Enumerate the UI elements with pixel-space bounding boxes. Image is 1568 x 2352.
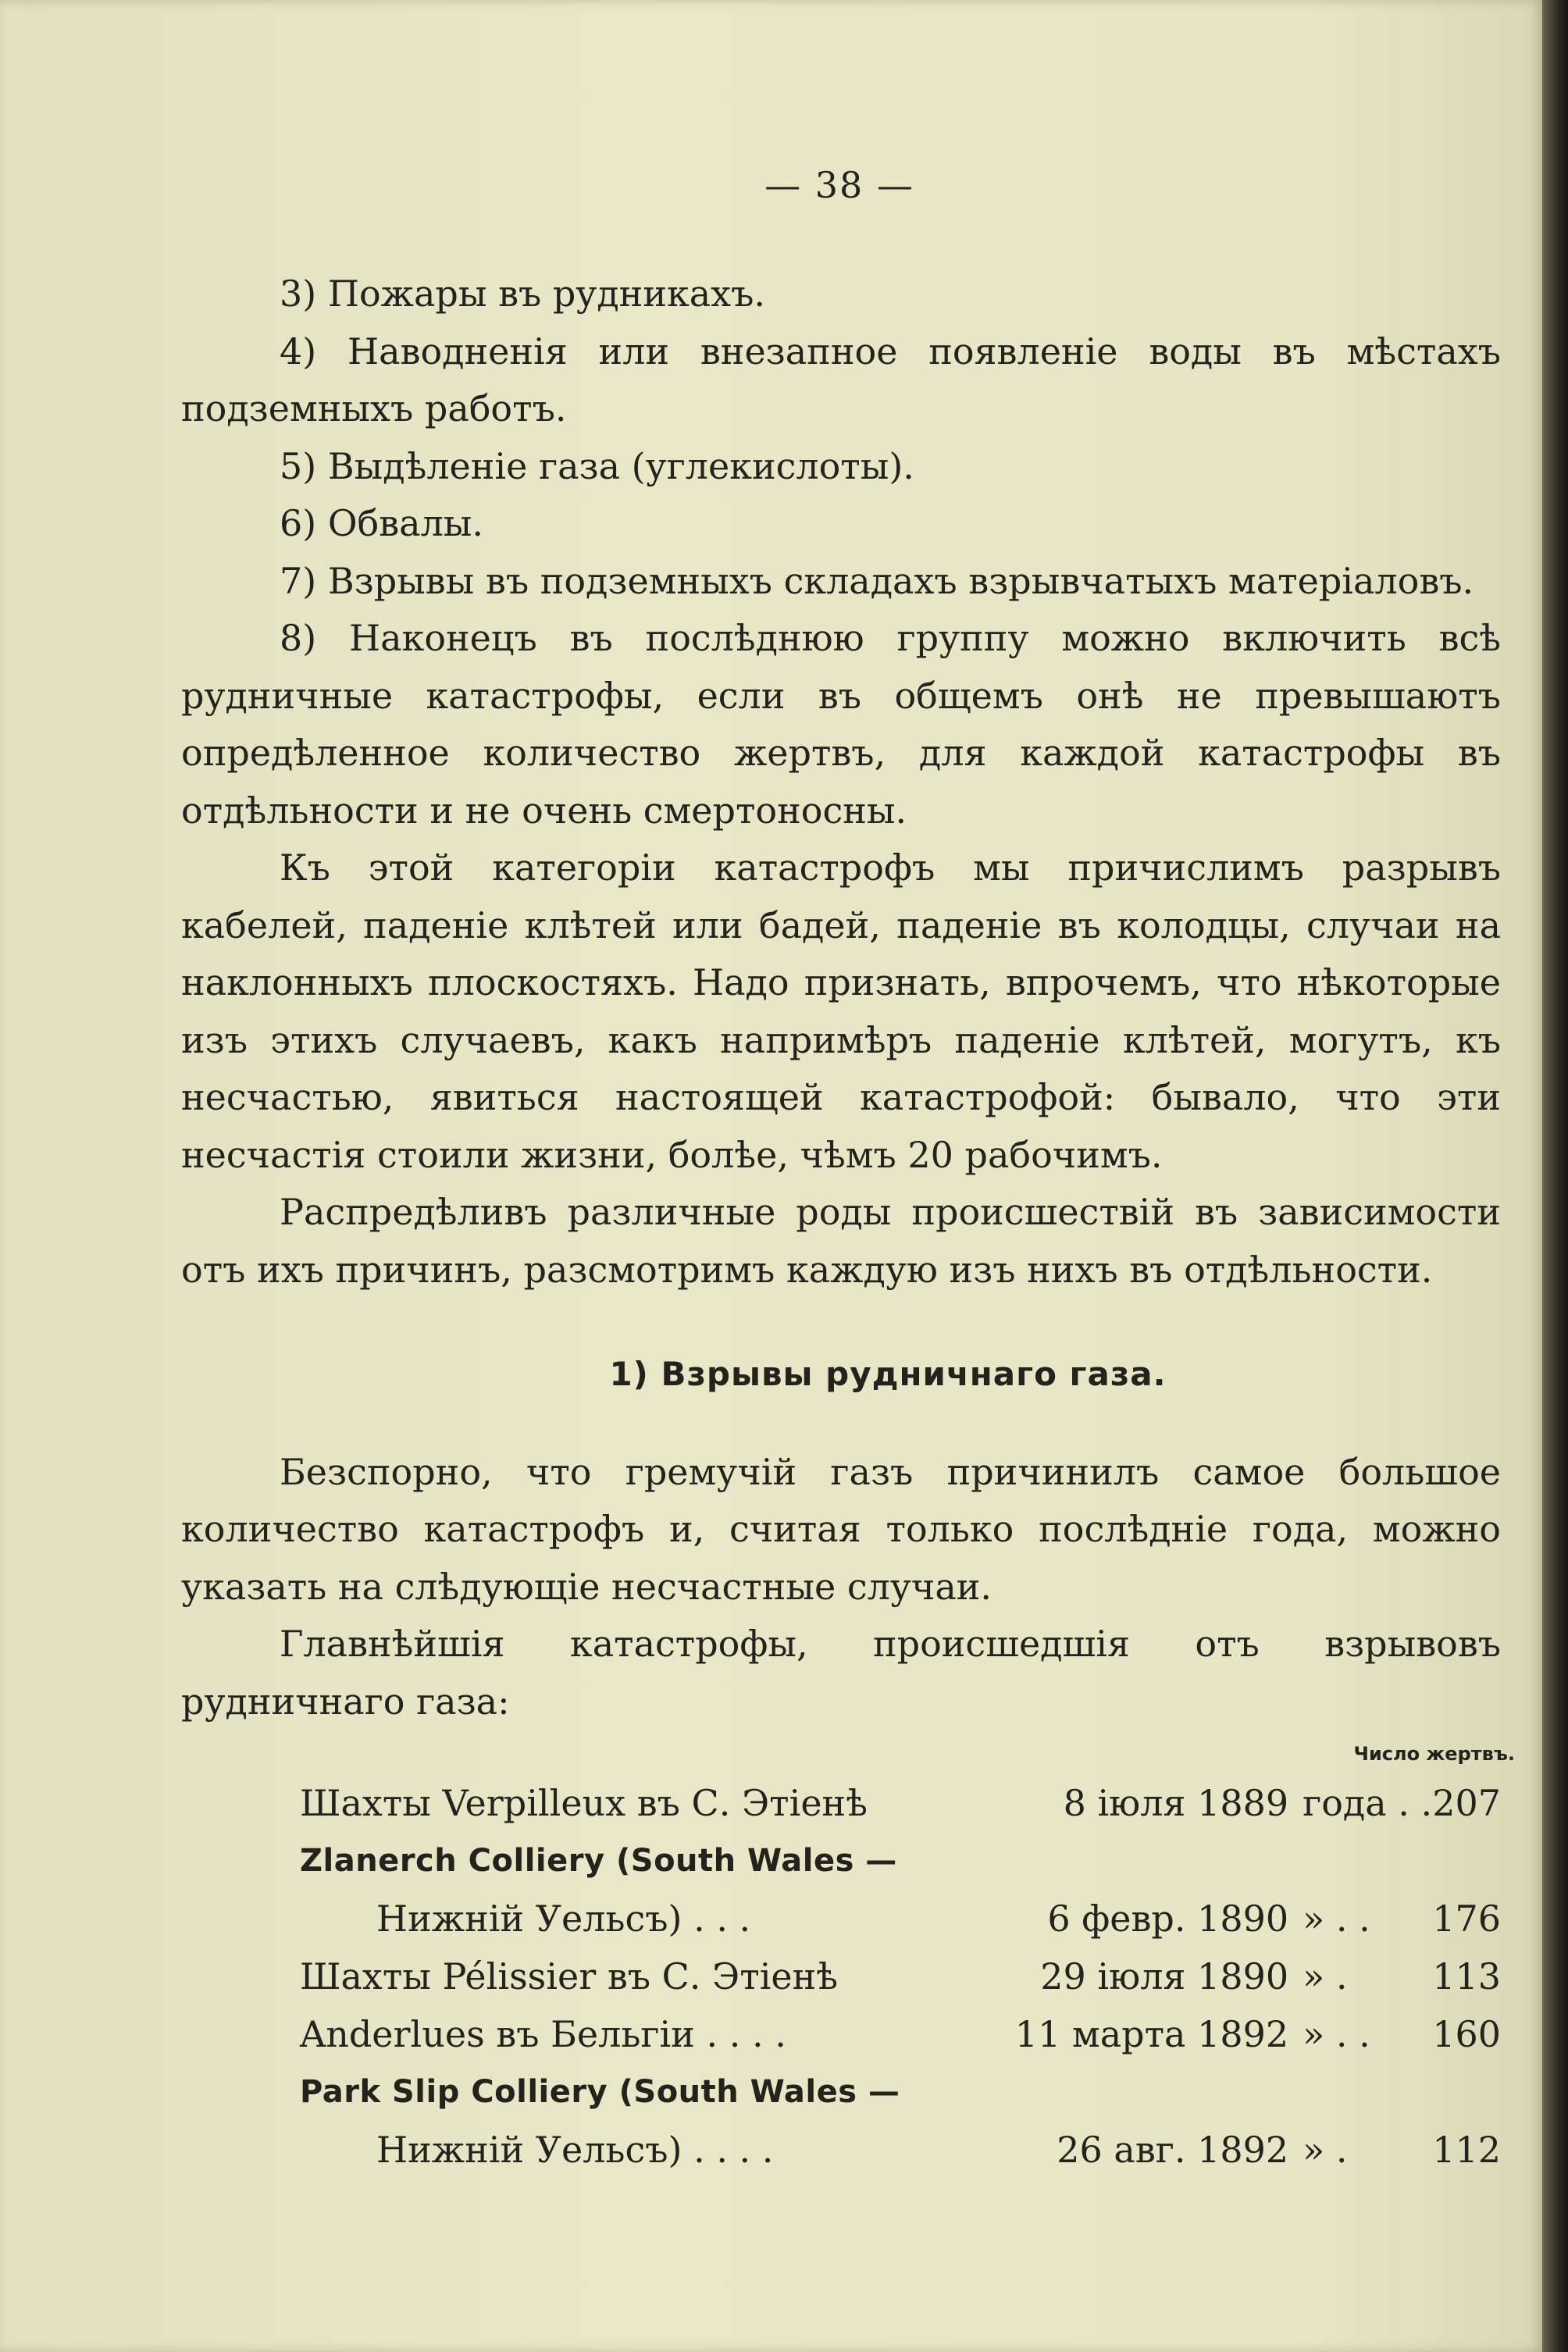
page-edge-shadow	[1542, 0, 1568, 2352]
unit-cell: » .	[1303, 2128, 1348, 2171]
list-item-8: 8) Наконецъ въ послѣднюю группу можно включить всѣ рудничные катастрофы, если въ общемъ онѣ не превышаютъ опредѣленное количество жертвъ, для каждой катастрофы въ отдѣльности и не очень смертоносны.	[181, 617, 1501, 832]
paragraph-main-disasters: Главнѣйшія катастрофы, происшедшія отъ взрывовъ рудничнаго газа:	[181, 1623, 1501, 1723]
count-cell: 207	[1432, 1781, 1501, 1824]
list-item-6: 6) Обвалы.	[280, 502, 484, 544]
place-cell: Шахты Pélissier въ С. Этіенѣ	[300, 1955, 839, 1997]
table-row	[181, 2005, 1501, 2063]
table-row	[181, 2121, 1501, 2179]
place-latin-cell: Park Slip Colliery (South Wales —	[300, 2073, 900, 2110]
date-cell: 29 іюля 1890	[1040, 1955, 1289, 1997]
count-cell: 176	[1432, 1897, 1501, 1940]
count-cell: 113	[1432, 1955, 1501, 1997]
date-cell: 6 февр. 1890	[1047, 1897, 1289, 1940]
unit-cell: » . .	[1303, 1897, 1370, 1940]
count-cell: 160	[1432, 2012, 1501, 2055]
table-row	[181, 1832, 1501, 1890]
list-item-7: 7) Взрывы въ подземныхъ складахъ взрывчатыхъ матеріаловъ.	[280, 559, 1474, 602]
count-cell: 112	[1432, 2128, 1501, 2171]
body-text	[181, 265, 1515, 2179]
section-heading: 1) Взрывы рудничнаго газа.	[609, 1355, 1167, 1393]
paragraph-distribution: Распредѣливъ различные роды происшествій въ зависимости отъ ихъ причинъ, разсмотримъ каждую изъ нихъ въ отдѣльности.	[181, 1191, 1501, 1291]
table-row	[181, 1948, 1501, 2005]
paragraph-category: Къ этой категоріи катастрофъ мы причислимъ разрывъ кабелей, паденіе клѣтей или бадей, паденіе въ колодцы, случаи на наклонныхъ плоскостяхъ. Надо признать, впрочемъ, что нѣкоторые изъ этихъ случаевъ, какъ напримѣръ паденіе клѣтей, могутъ, къ несчастью, явиться настоящей катастрофой: бывало, что эти несчастія стоили жизни, болѣе, чѣмъ 20 рабочимъ.	[181, 846, 1501, 1176]
date-cell: 11 марта 1892	[1014, 2012, 1289, 2055]
date-cell: 8 іюля 1889	[1063, 1781, 1289, 1824]
place-cell: Нижній Уельсъ) . . . .	[376, 2128, 774, 2171]
table-row	[181, 1774, 1501, 1832]
unit-cell: » . .	[1303, 2012, 1370, 2055]
place-latin-cell: Zlanerch Colliery (South Wales —	[300, 1842, 897, 1879]
date-cell: 26 авг. 1892	[1057, 2128, 1289, 2171]
page-number: — 38 —	[764, 164, 914, 206]
list-item-4: 4) Наводненія или внезапное появленіе воды въ мѣстахъ подземныхъ работъ.	[181, 330, 1501, 429]
unit-cell: » .	[1303, 1955, 1348, 1997]
table-row	[181, 1890, 1501, 1948]
paragraph-firedamp: Безспорно, что гремучій газъ причинилъ самое большое количество катастрофъ и, считая только послѣдніе года, можно указать на слѣдующіе несчастные случаи.	[181, 1450, 1501, 1608]
place-cell: Шахты Verpilleux въ С. Этіенѣ	[300, 1781, 868, 1824]
place-cell: Нижній Уельсъ) . . .	[376, 1897, 751, 1940]
place-cell: Anderlues въ Бельгіи . . . .	[300, 2012, 786, 2055]
disaster-table	[181, 1774, 1501, 2179]
table-row	[181, 2063, 1501, 2121]
list-item-5: 5) Выдѣленіе газа (углекислоты).	[280, 444, 914, 487]
list-item-3: 3) Пожары въ рудникахъ.	[280, 273, 766, 315]
unit-cell: года . .	[1303, 1781, 1433, 1824]
victims-column-header: Число жертвъ.	[1353, 1743, 1515, 1765]
